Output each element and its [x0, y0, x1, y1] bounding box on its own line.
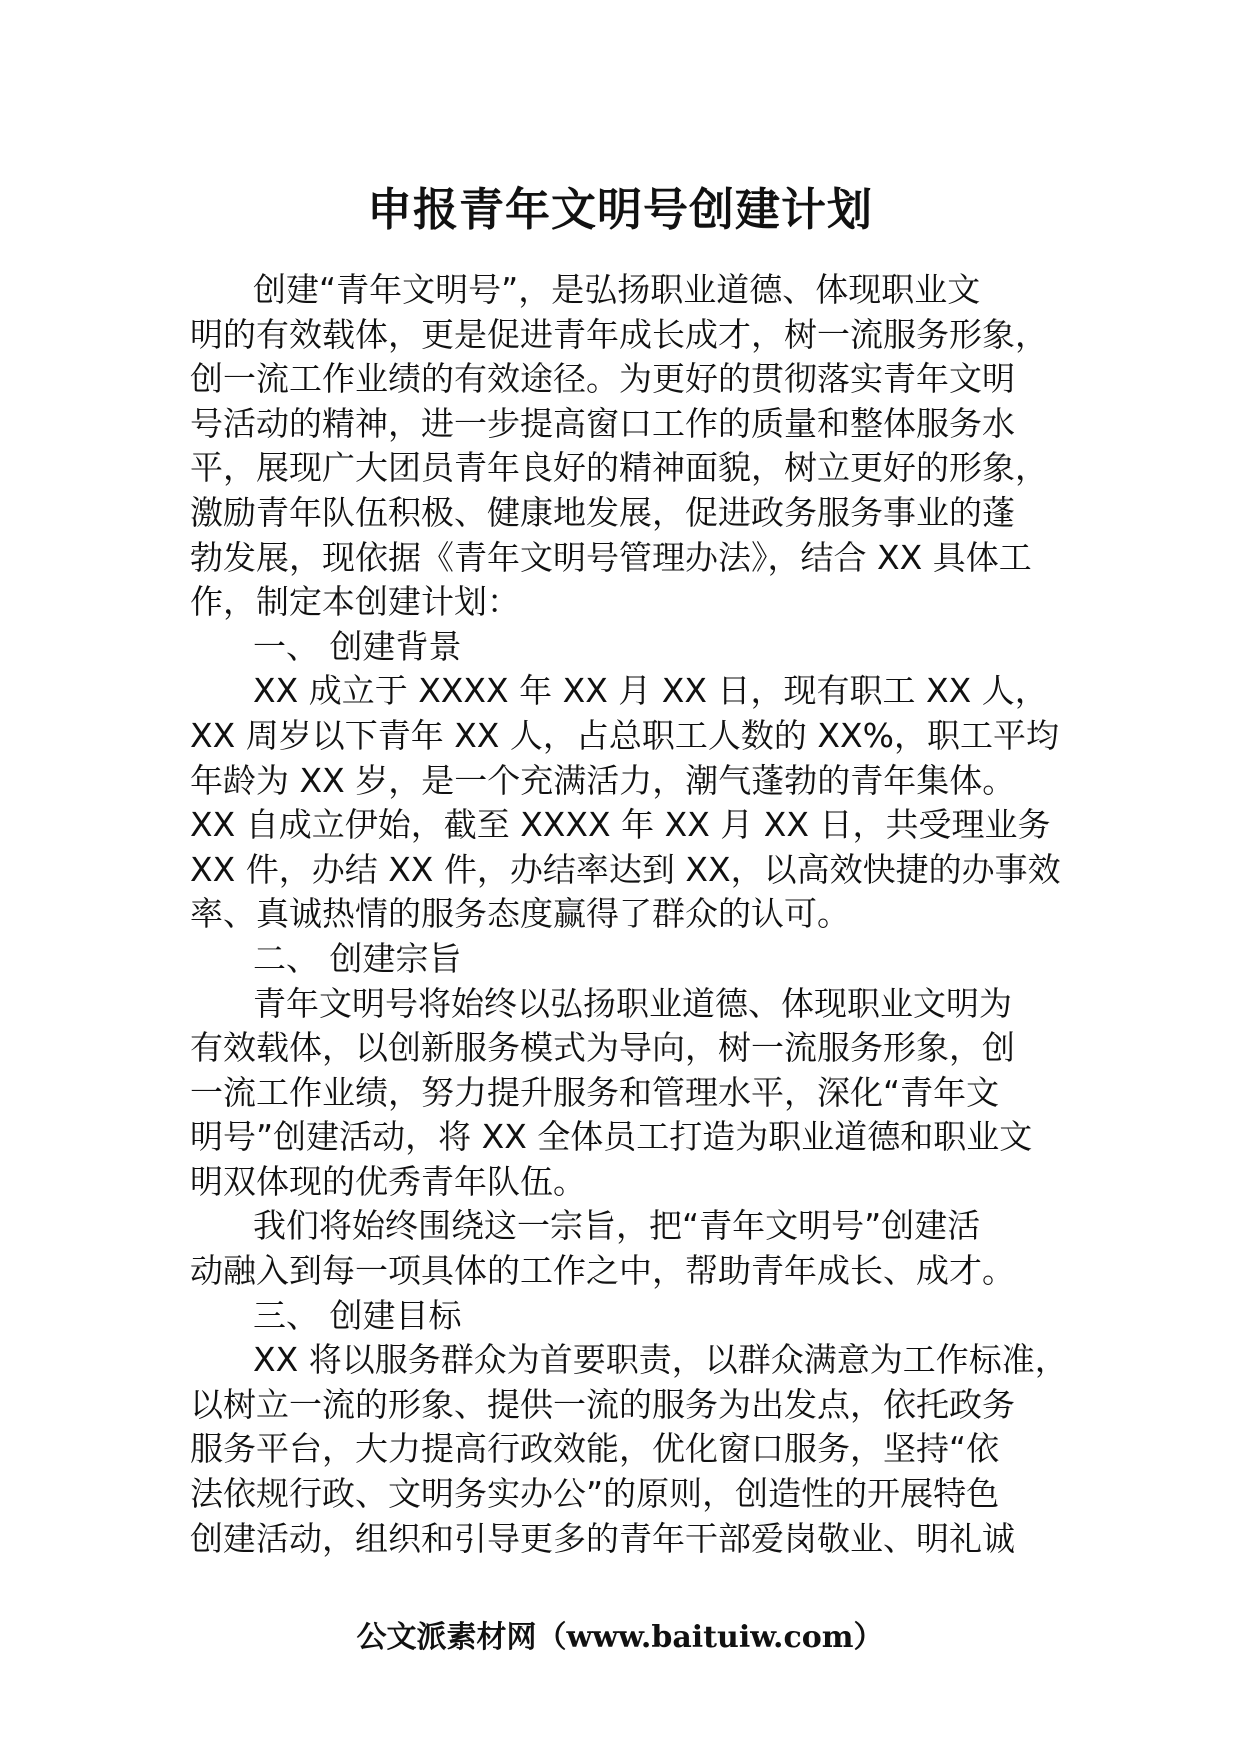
paragraph-5-line-3: 服务平台，大力提高行政效能，优化窗口服务，坚持“依 [190, 1429, 1000, 1469]
paragraph-2-line-2: XX 周岁以下青年 XX 人，占总职工人数的 XX%，职工平均 [190, 715, 1059, 755]
paragraph-3-line-2: 有效载体，以创新服务模式为导向，树一流服务形象，创 [190, 1028, 1015, 1068]
paragraph-5-line-1: XX 将以服务群众为首要职责，以群众满意为工作标准， [253, 1340, 1068, 1380]
page-footer-source: 公文派素材网（www.baituiw.com） [356, 1620, 884, 1655]
paragraph-3-line-4: 明号”创建活动，将 XX 全体员工打造为职业道德和职业文 [190, 1117, 1033, 1157]
paragraph-3-line-3: 一流工作业绩，努力提升服务和管理水平，深化“青年文 [190, 1072, 1000, 1112]
paragraph-1-line-1: 创建“青年文明号”，是弘扬职业道德、体现职业文 [253, 270, 981, 309]
paragraph-5-line-4: 法依规行政、文明务实办公”的原则，创造性的开展特色 [190, 1474, 1000, 1514]
section-heading-goals: 三、 创建目标 [253, 1295, 462, 1335]
paragraph-1-line-8: 作，制定本创建计划： [190, 582, 520, 622]
paragraph-5-line-5: 创建活动，组织和引导更多的青年干部爱岗敬业、明礼诚 [190, 1518, 1015, 1558]
paragraph-2-line-4: XX 自成立伊始，截至 XXXX 年 XX 月 XX 日，共受理业务 [190, 805, 1051, 845]
paragraph-2-line-6: 率、真诚热情的服务态度赢得了群众的认可。 [190, 894, 850, 934]
document-title: 申报青年文明号创建计划 [366, 183, 873, 236]
document-body [190, 268, 1070, 1561]
paragraph-2-line-3: 年龄为 XX 岁，是一个充满活力，潮气蓬勃的青年集体。 [190, 760, 1016, 800]
paragraph-3-line-1: 青年文明号将始终以弘扬职业道德、体现职业文明为 [253, 983, 1012, 1023]
paragraph-3-line-5: 明双体现的优秀青年队伍。 [190, 1161, 586, 1201]
section-heading-background: 一、 创建背景 [253, 626, 462, 666]
paragraph-2-line-1: XX 成立于 XXXX 年 XX 月 XX 日，现有职工 XX 人， [253, 671, 1048, 711]
paragraph-5-line-2: 以树立一流的形象、提供一流的服务为出发点，依托政务 [190, 1384, 1015, 1424]
paragraph-2-line-5: XX 件，办结 XX 件，办结率达到 XX，以高效快捷的办事效 [190, 849, 1061, 889]
paragraph-1-line-4: 号活动的精神，进一步提高窗口工作的质量和整体服务水 [190, 403, 1015, 443]
paragraph-1-line-6: 激励青年队伍积极、健康地发展，促进政务服务事业的蓬 [190, 492, 1015, 532]
paragraph-1-line-5: 平，展现广大团员青年良好的精神面貌，树立更好的形象， [190, 448, 1048, 488]
paragraph-1-line-2: 明的有效载体，更是促进青年成长成才，树一流服务形象， [190, 314, 1048, 354]
paragraph-4-line-2: 动融入到每一项具体的工作之中，帮助青年成长、成才。 [190, 1251, 1015, 1291]
paragraph-1-line-3: 创一流工作业绩的有效途径。为更好的贯彻落实青年文明 [190, 359, 1015, 399]
paragraph-1-line-7: 勃发展，现依据《青年文明号管理办法》，结合 XX 具体工 [190, 537, 1032, 577]
paragraph-4-line-1: 我们将始终围绕这一宗旨，把“青年文明号”创建活 [253, 1206, 981, 1246]
section-heading-purpose: 二、 创建宗旨 [253, 938, 462, 978]
